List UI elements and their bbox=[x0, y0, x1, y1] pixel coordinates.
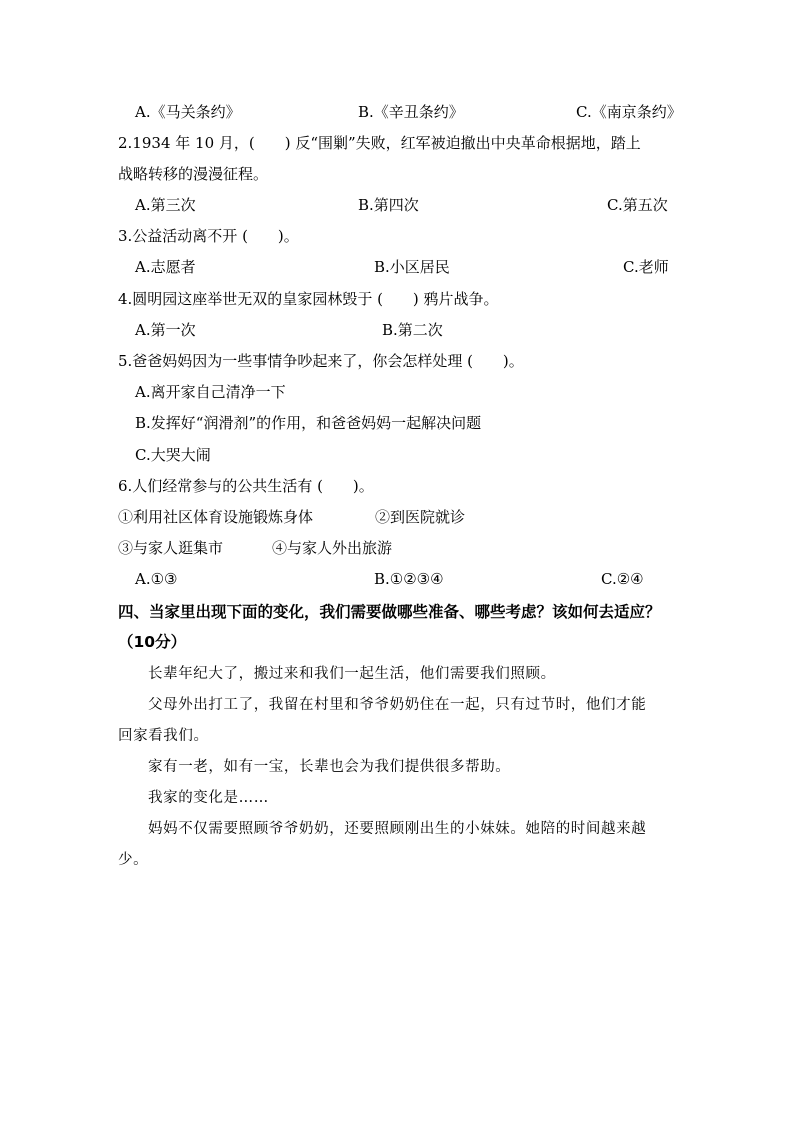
section4-title-line2: （10分） bbox=[118, 633, 187, 651]
q3-option-c: C.老师 bbox=[623, 258, 669, 276]
q6-item-1: ①利用社区体育设施锻炼身体 bbox=[118, 508, 314, 526]
q3-option-b: B.小区居民 bbox=[374, 258, 450, 276]
q3-stem: 3.公益活动离不开 ( )。 bbox=[118, 227, 299, 245]
q5-stem: 5.爸爸妈妈因为一些事情争吵起来了，你会怎样处理 ( )。 bbox=[118, 352, 524, 370]
section4-paragraph-2-line1: 父母外出打工了，我留在村里和爷爷奶奶住在一起，只有过节时，他们才能 bbox=[148, 697, 647, 713]
section4-paragraph-5-line1: 妈妈不仅需要照顾爷爷奶奶，还要照顾刚出生的小妹妹。她陪的时间越来越 bbox=[148, 821, 647, 837]
q5-option-b: B.发挥好“润滑剂”的作用，和爸爸妈妈一起解决问题 bbox=[135, 414, 482, 432]
q6-stem: 6.人们经常参与的公共生活有 ( )。 bbox=[118, 477, 374, 495]
q2-stem-line1: 2.1934 年 10 月，( ) 反“围剿”失败，红军被迫撤出中央革命根据地，踏上 bbox=[118, 134, 641, 152]
q6-option-a: A.①③ bbox=[135, 570, 178, 588]
q3-option-a: A.志愿者 bbox=[135, 258, 196, 276]
q1-option-a: A.《马关条约》 bbox=[135, 103, 241, 121]
q1-option-c: C.《南京条约》 bbox=[576, 103, 682, 121]
section4-paragraph-3: 家有一老，如有一宝，长辈也会为我们提供很多帮助。 bbox=[148, 759, 511, 775]
q6-item-3: ③与家人逛集市 bbox=[118, 539, 224, 557]
q2-stem-line2: 战略转移的漫漫征程。 bbox=[118, 165, 269, 183]
q6-option-b: B.①②③④ bbox=[374, 570, 444, 588]
section4-paragraph-2-line2: 回家看我们。 bbox=[118, 728, 209, 744]
q6-item-4: ④与家人外出旅游 bbox=[272, 539, 393, 557]
q4-option-b: B.第二次 bbox=[382, 321, 443, 339]
q5-option-a: A.离开家自己清净一下 bbox=[135, 383, 286, 401]
q4-option-a: A.第一次 bbox=[135, 321, 196, 339]
q2-option-b: B.第四次 bbox=[358, 196, 419, 214]
section4-paragraph-1: 长辈年纪大了，搬过来和我们一起生活，他们需要我们照顾。 bbox=[148, 666, 556, 682]
q6-item-2: ②到医院就诊 bbox=[375, 508, 466, 526]
q2-option-a: A.第三次 bbox=[135, 196, 196, 214]
section4-title-line1: 四、当家里出现下面的变化，我们需要做哪些准备、哪些考虑？该如何去适应？ bbox=[118, 603, 661, 621]
section4-paragraph-5-line2: 少。 bbox=[118, 852, 149, 868]
q4-stem: 4.圆明园这座举世无双的皇家园林毁于 ( ) 鸦片战争。 bbox=[118, 290, 499, 308]
section4-paragraph-4: 我家的变化是…… bbox=[148, 790, 269, 806]
q6-option-c: C.②④ bbox=[601, 570, 644, 588]
q2-option-c: C.第五次 bbox=[607, 196, 668, 214]
q1-option-b: B.《辛丑条约》 bbox=[358, 103, 464, 121]
q5-option-c: C.大哭大闹 bbox=[135, 446, 211, 464]
